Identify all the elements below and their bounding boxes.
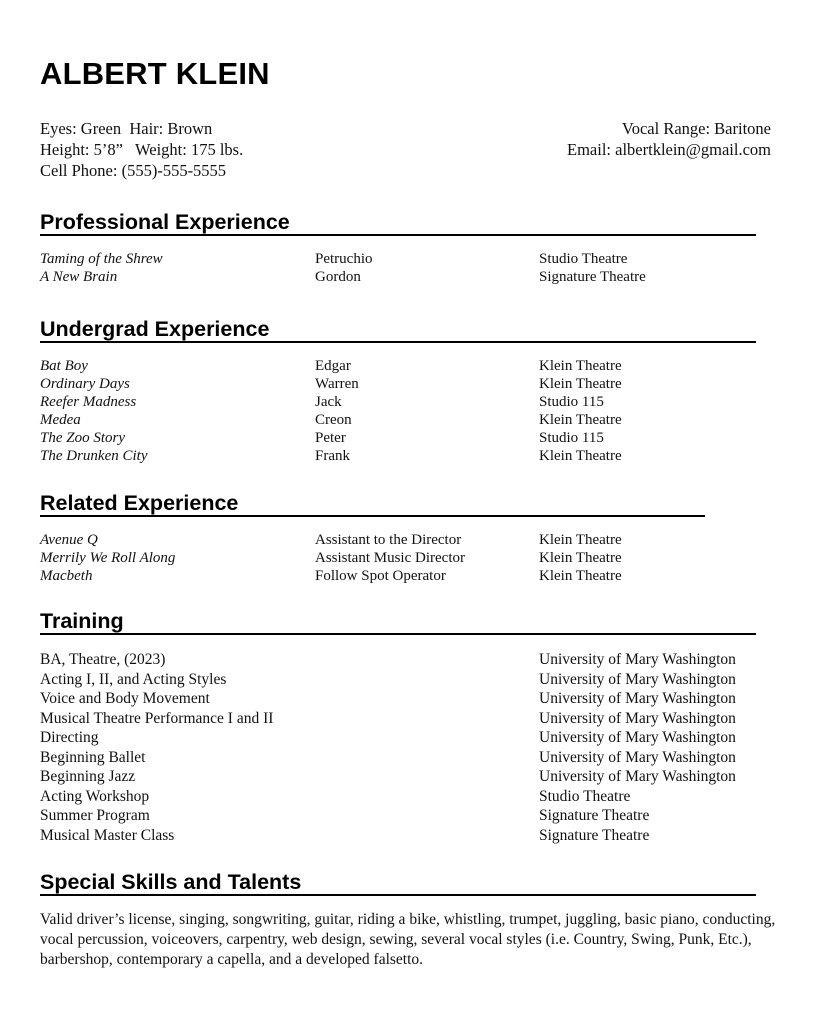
- course: Acting Workshop: [40, 787, 150, 805]
- school: University of Mary Washington: [539, 748, 736, 766]
- candidate-name: ALBERT KLEIN: [40, 56, 270, 91]
- course: Beginning Jazz: [40, 768, 136, 785]
- related-experience-list: [40, 531, 770, 585]
- school: University of Mary Washington: [539, 768, 736, 785]
- role: Gordon: [315, 269, 361, 285]
- venue: Studio 115: [539, 430, 604, 446]
- training-row: [40, 709, 770, 729]
- undergrad-experience-heading: Undergrad Experience: [40, 317, 756, 343]
- show-title: Macbeth: [40, 568, 93, 584]
- venue: Klein Theatre: [539, 532, 622, 548]
- credit-row: [40, 411, 770, 429]
- course: Voice and Body Movement: [40, 690, 210, 707]
- credit-row: [40, 250, 770, 268]
- role: Follow Spot Operator: [315, 568, 446, 584]
- training-row: [40, 689, 770, 709]
- role: Warren: [315, 376, 359, 392]
- credit-row: [40, 429, 770, 447]
- venue: Studio 115: [539, 394, 604, 410]
- course: Summer Program: [40, 807, 150, 824]
- email: Email: albertklein@gmail.com: [567, 140, 771, 159]
- role: Edgar: [315, 358, 351, 374]
- training-row: [40, 826, 770, 846]
- credit-row: [40, 357, 770, 375]
- school: University of Mary Washington: [539, 729, 736, 746]
- vocal-range: Vocal Range: Baritone: [621, 119, 771, 138]
- credit-row: [40, 447, 770, 465]
- undergrad-experience-list: [40, 357, 770, 465]
- course: Directing: [40, 729, 99, 746]
- venue: Signature Theatre: [539, 269, 646, 285]
- training-list: [40, 650, 770, 845]
- training-row: [40, 670, 770, 690]
- show-title: Medea: [40, 412, 81, 428]
- role: Assistant Music Director: [315, 550, 465, 566]
- school: University of Mary Washington: [539, 709, 736, 727]
- show-title: Reefer Madness: [40, 394, 137, 410]
- role: Petruchio: [315, 251, 373, 267]
- related-experience-heading: Related Experience: [40, 491, 705, 517]
- course: Beginning Ballet: [40, 748, 146, 766]
- show-title: The Drunken City: [40, 448, 148, 464]
- training-row: [40, 767, 770, 787]
- school: University of Mary Washington: [539, 690, 736, 707]
- course: Acting I, II, and Acting Styles: [40, 670, 227, 688]
- role: Jack: [315, 394, 342, 410]
- contact-info: [567, 118, 771, 160]
- special-skills-text: Valid driver’s license, singing, songwriting, guitar, riding a bike, whistling, trumpet, juggling, basic piano, conducting, vocal percussion, voiceovers, carpentry, web design, sewing, several vocal styles (i.e. Country, Swing, Punk, Etc.), barbershop, contemporary a capella, and a developed falsetto.: [40, 911, 776, 968]
- role: Peter: [315, 430, 346, 446]
- venue: Studio Theatre: [539, 251, 628, 267]
- training-row: [40, 787, 770, 807]
- show-title: Taming of the Shrew: [40, 251, 163, 267]
- venue: Klein Theatre: [539, 376, 622, 392]
- training-row: [40, 650, 770, 670]
- eyes-hair: Eyes: Green Hair: Brown: [40, 119, 213, 138]
- professional-experience-list: [40, 250, 770, 286]
- training-row: [40, 728, 770, 748]
- personal-info: [40, 118, 243, 181]
- credit-row: [40, 567, 770, 585]
- role: Assistant to the Director: [315, 532, 462, 548]
- school: Signature Theatre: [539, 807, 650, 824]
- course: Musical Theatre Performance I and II: [40, 709, 274, 727]
- show-title: Bat Boy: [40, 358, 88, 374]
- venue: Klein Theatre: [539, 550, 622, 566]
- venue: Klein Theatre: [539, 358, 622, 374]
- show-title: Merrily We Roll Along: [40, 550, 176, 566]
- professional-experience-heading: Professional Experience: [40, 210, 756, 236]
- credit-row: [40, 375, 770, 393]
- role: Creon: [315, 412, 352, 428]
- training-row: [40, 748, 770, 768]
- special-skills-heading: Special Skills and Talents: [40, 870, 756, 896]
- credit-row: [40, 531, 770, 549]
- credit-row: [40, 393, 770, 411]
- credit-row: [40, 268, 770, 286]
- training-heading: Training: [40, 609, 756, 635]
- school: University of Mary Washington: [539, 670, 736, 688]
- show-title: Avenue Q: [40, 532, 98, 548]
- venue: Klein Theatre: [539, 412, 622, 428]
- credit-row: [40, 549, 770, 567]
- school: Studio Theatre: [539, 787, 631, 805]
- show-title: A New Brain: [40, 269, 118, 285]
- role: Frank: [315, 448, 350, 464]
- venue: Klein Theatre: [539, 568, 622, 584]
- show-title: Ordinary Days: [40, 376, 130, 392]
- school: Signature Theatre: [539, 826, 650, 844]
- venue: Klein Theatre: [539, 448, 622, 464]
- course: BA, Theatre, (2023): [40, 651, 166, 668]
- height-weight: Height: 5’8” Weight: 175 lbs.: [40, 140, 244, 159]
- school: University of Mary Washington: [539, 651, 736, 668]
- cell-phone: Cell Phone: (555)-555-5555: [40, 161, 227, 180]
- show-title: The Zoo Story: [40, 430, 126, 446]
- training-row: [40, 806, 770, 826]
- course: Musical Master Class: [40, 826, 175, 844]
